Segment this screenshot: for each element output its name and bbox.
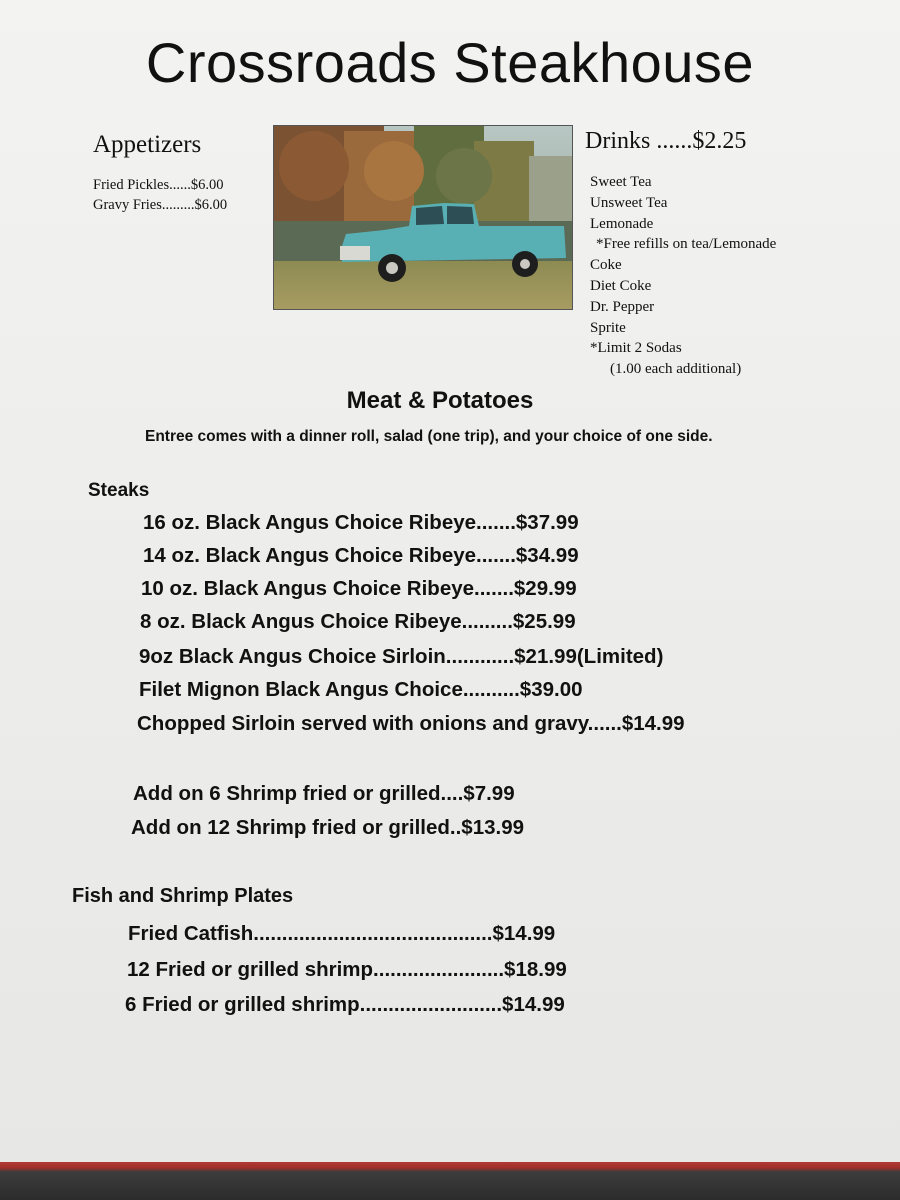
meat-potatoes-heading: Meat & Potatoes [346,387,534,414]
soda-extra-note: (1.00 each additional) [610,361,742,378]
fish-shrimp-heading: Fish and Shrimp Plates [72,885,294,907]
list-item: Lemonade [590,215,654,232]
addon-item: Add on 12 Shrimp fried or grilled..$13.99 [131,816,525,839]
table-edge [0,1162,900,1200]
restaurant-title: Crossroads Steakhouse [145,31,755,94]
menu-item-steak: 9oz Black Angus Choice Sirloin............$21.99(Limited) [139,645,664,668]
steaks-heading: Steaks [88,480,150,501]
menu-item-steak: 14 oz. Black Angus Choice Ribeye.......$34.99 [143,544,579,567]
appetizers-heading: Appetizers [93,131,202,158]
menu-item-steak: 16 oz. Black Angus Choice Ribeye.......$37.99 [143,511,579,534]
list-item: Sprite [590,319,626,336]
vintage-truck-photo [273,125,573,310]
menu-item-fish: 12 Fried or grilled shrimp.......................$18.99 [127,958,567,981]
menu-item-steak: 10 oz. Black Angus Choice Ribeye.......$29.99 [141,577,577,600]
menu-item-steak: Chopped Sirloin served with onions and gravy......$14.99 [137,712,685,735]
list-item: Unsweet Tea [590,194,668,211]
list-item: Diet Coke [590,277,652,294]
menu-item-fish: 6 Fried or grilled shrimp.........................$14.99 [125,993,565,1016]
drinks-list [590,172,776,380]
menu-item-steak: 8 oz. Black Angus Choice Ribeye.........$25.99 [140,610,576,633]
menu-item-steak: Filet Mignon Black Angus Choice..........$39.00 [139,678,583,701]
appetizers-list [93,175,227,215]
list-item: Coke [590,257,622,274]
menu-item-fish: Fried Catfish..........................................$14.99 [128,922,556,945]
list-item: Fried Pickles......$6.00 [93,177,224,193]
refill-note: *Free refills on tea/Lemonade [596,236,777,253]
entree-note: Entree comes with a dinner roll, salad (one trip), and your choice of one side. [145,428,713,445]
drinks-heading: Drinks ......$2.25 [585,128,747,154]
list-item: Dr. Pepper [590,298,655,315]
soda-limit-note: *Limit 2 Sodas [590,340,682,357]
addon-item: Add on 6 Shrimp fried or grilled....$7.99 [133,782,515,805]
list-item: Gravy Fries.........$6.00 [93,197,228,213]
list-item: Sweet Tea [590,174,652,190]
